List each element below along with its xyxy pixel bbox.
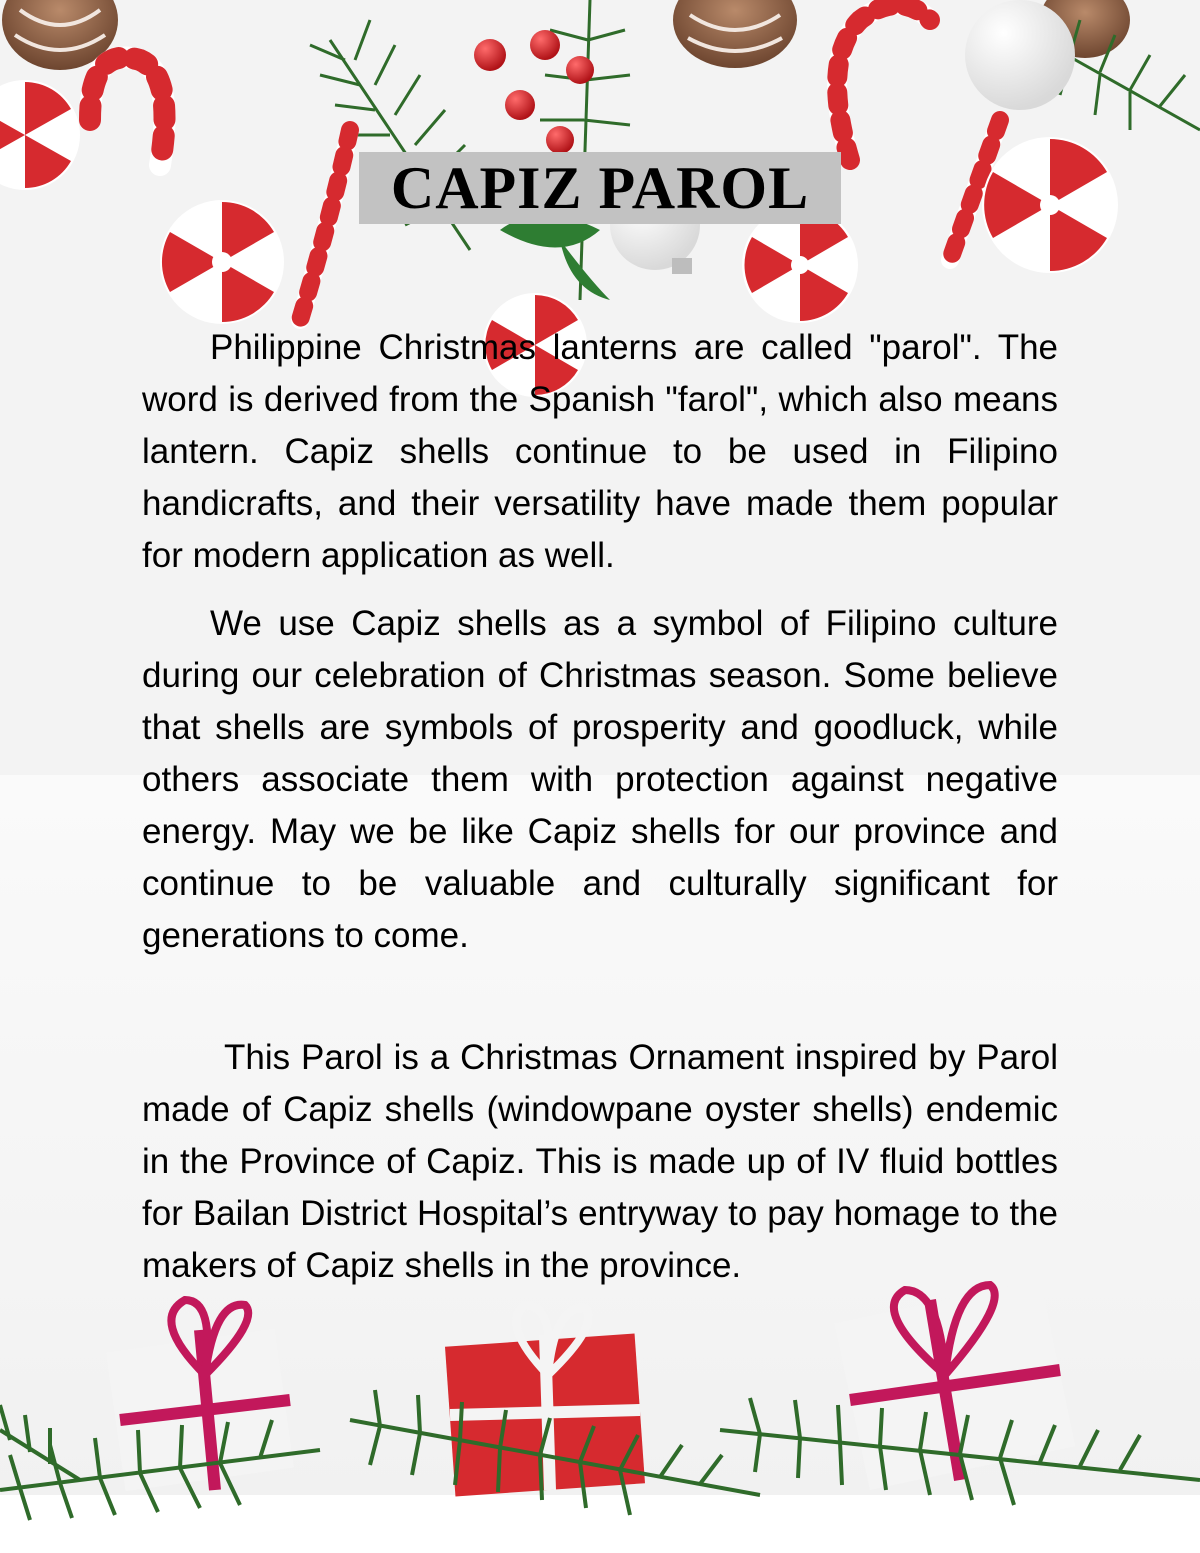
gift-box-icon xyxy=(835,1280,1076,1490)
paragraph: We use Capiz shells as a symbol of Filipino culture during our celebration of Christmas season. Some believe that shells are symbols of prosperity and goodluck, while others associate them with protection against negative energy. May we be like Capiz shells for our province and continue to be valuable and culturally significant for generations to come. xyxy=(142,604,1058,955)
holly-leaf-icon xyxy=(500,215,610,300)
page-title: CAPIZ PAROL xyxy=(359,152,841,224)
christmas-decoration-bottom xyxy=(0,1280,1200,1553)
gift-box-icon xyxy=(106,1300,294,1491)
pinecone-icon xyxy=(673,0,797,68)
red-berries-icon xyxy=(474,30,594,154)
paragraph: This Parol is a Christmas Ornament inspired by Parol made of Capiz shells (windowpane oyster shells) endemic in the Province of Capiz. This is made up of IV fluid bottles for Bailan District Hospital’s entryway to pay homage to the makers of Capiz shells in the province. xyxy=(142,1038,1058,1285)
paragraph: Philippine Christmas lanterns are called "parol". The word is derived from the Spanish "farol", which also means lantern. Capiz shells continue to be used in Filipino handicrafts, and their versatility have made them popular for modern application as well. xyxy=(142,328,1058,575)
